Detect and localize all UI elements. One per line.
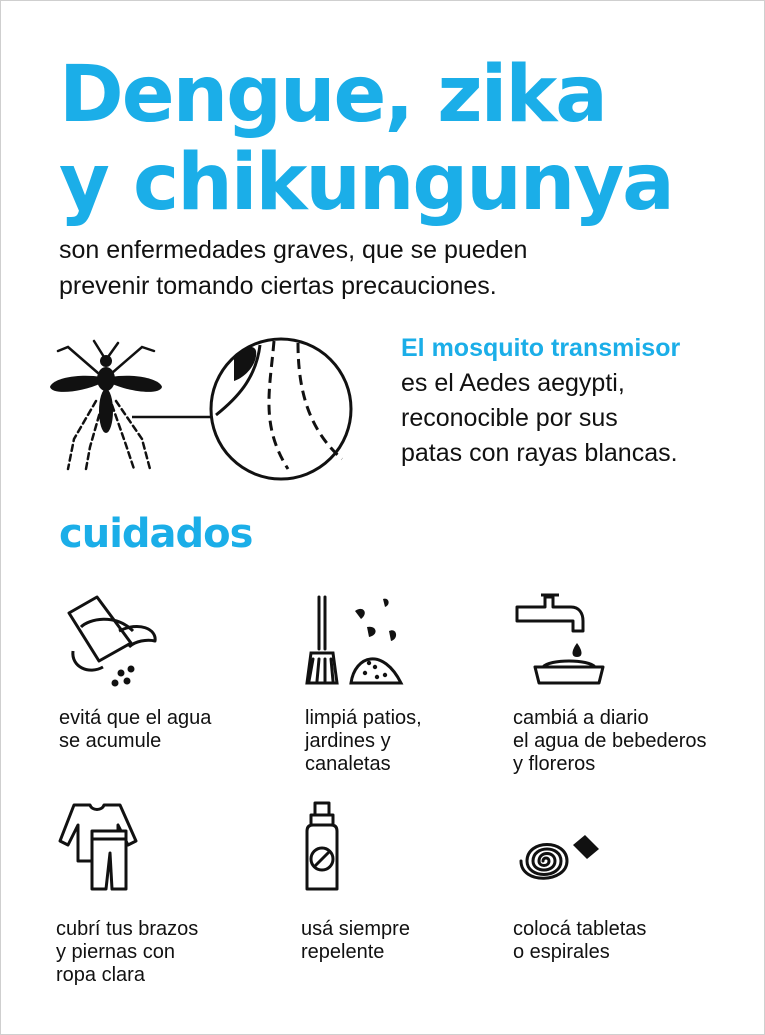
tip-label-line: limpiá patios, bbox=[305, 707, 422, 729]
tip-item bbox=[59, 591, 289, 752]
tip-item bbox=[305, 591, 535, 775]
tip-item bbox=[301, 801, 531, 963]
tip-label-line: usá siempre bbox=[301, 918, 410, 940]
mosquito-info-line-2: reconocible por sus bbox=[401, 404, 618, 432]
subtitle bbox=[59, 232, 527, 304]
mosquito-info bbox=[401, 331, 680, 471]
tip-label-line: colocá tabletas bbox=[513, 918, 647, 940]
tip-label bbox=[305, 707, 422, 776]
mosquito-illustration bbox=[46, 329, 366, 489]
tip-item bbox=[513, 821, 743, 963]
subtitle-line-2: prevenir tomando ciertas precauciones. bbox=[59, 272, 497, 300]
subtitle-line-1: son enfermedades graves, que se pueden bbox=[59, 236, 528, 264]
bucket-icon bbox=[59, 591, 169, 691]
section-title: cuidados bbox=[59, 511, 253, 557]
tip-label bbox=[513, 707, 707, 776]
tip-label-line: evitá que el agua bbox=[59, 707, 212, 729]
broom-icon bbox=[305, 591, 415, 691]
tip-label bbox=[301, 918, 410, 964]
tip-label-line: cubrí tus brazos bbox=[56, 918, 199, 940]
title-line-2: y chikungunya bbox=[59, 138, 673, 228]
repellent-spray-icon bbox=[301, 801, 411, 901]
tip-label-line: se acumule bbox=[59, 730, 162, 752]
tip-item bbox=[56, 801, 286, 986]
tip-label bbox=[513, 918, 646, 964]
tip-item bbox=[513, 591, 743, 775]
mosquito-info-line-1: es el Aedes aegypti, bbox=[401, 369, 625, 397]
tip-label-line: jardines y bbox=[305, 730, 391, 752]
mosquito-info-highlight: El mosquito transmisor bbox=[401, 334, 681, 362]
magnified-leg-icon bbox=[211, 339, 351, 479]
tip-label-line: el agua de bebederos bbox=[513, 730, 707, 752]
tip-label-line: ropa clara bbox=[56, 964, 145, 986]
tip-label bbox=[59, 707, 211, 753]
tip-label-line: y floreros bbox=[513, 753, 596, 775]
tip-label-line: repelente bbox=[301, 941, 385, 963]
tip-label-line: o espirales bbox=[513, 941, 610, 963]
tip-label-line: y piernas con bbox=[56, 941, 175, 963]
tip-label bbox=[56, 918, 198, 987]
tip-label-line: cambiá a diario bbox=[513, 707, 649, 729]
mosquito-info-line-3: patas con rayas blancas. bbox=[401, 439, 678, 467]
mosquito-coil-icon bbox=[513, 821, 623, 901]
tip-label-line: canaletas bbox=[305, 753, 391, 775]
faucet-bowl-icon bbox=[513, 591, 623, 691]
title-line-1: Dengue, zika bbox=[59, 50, 606, 140]
page-title bbox=[59, 51, 673, 227]
clothes-icon bbox=[56, 801, 166, 901]
